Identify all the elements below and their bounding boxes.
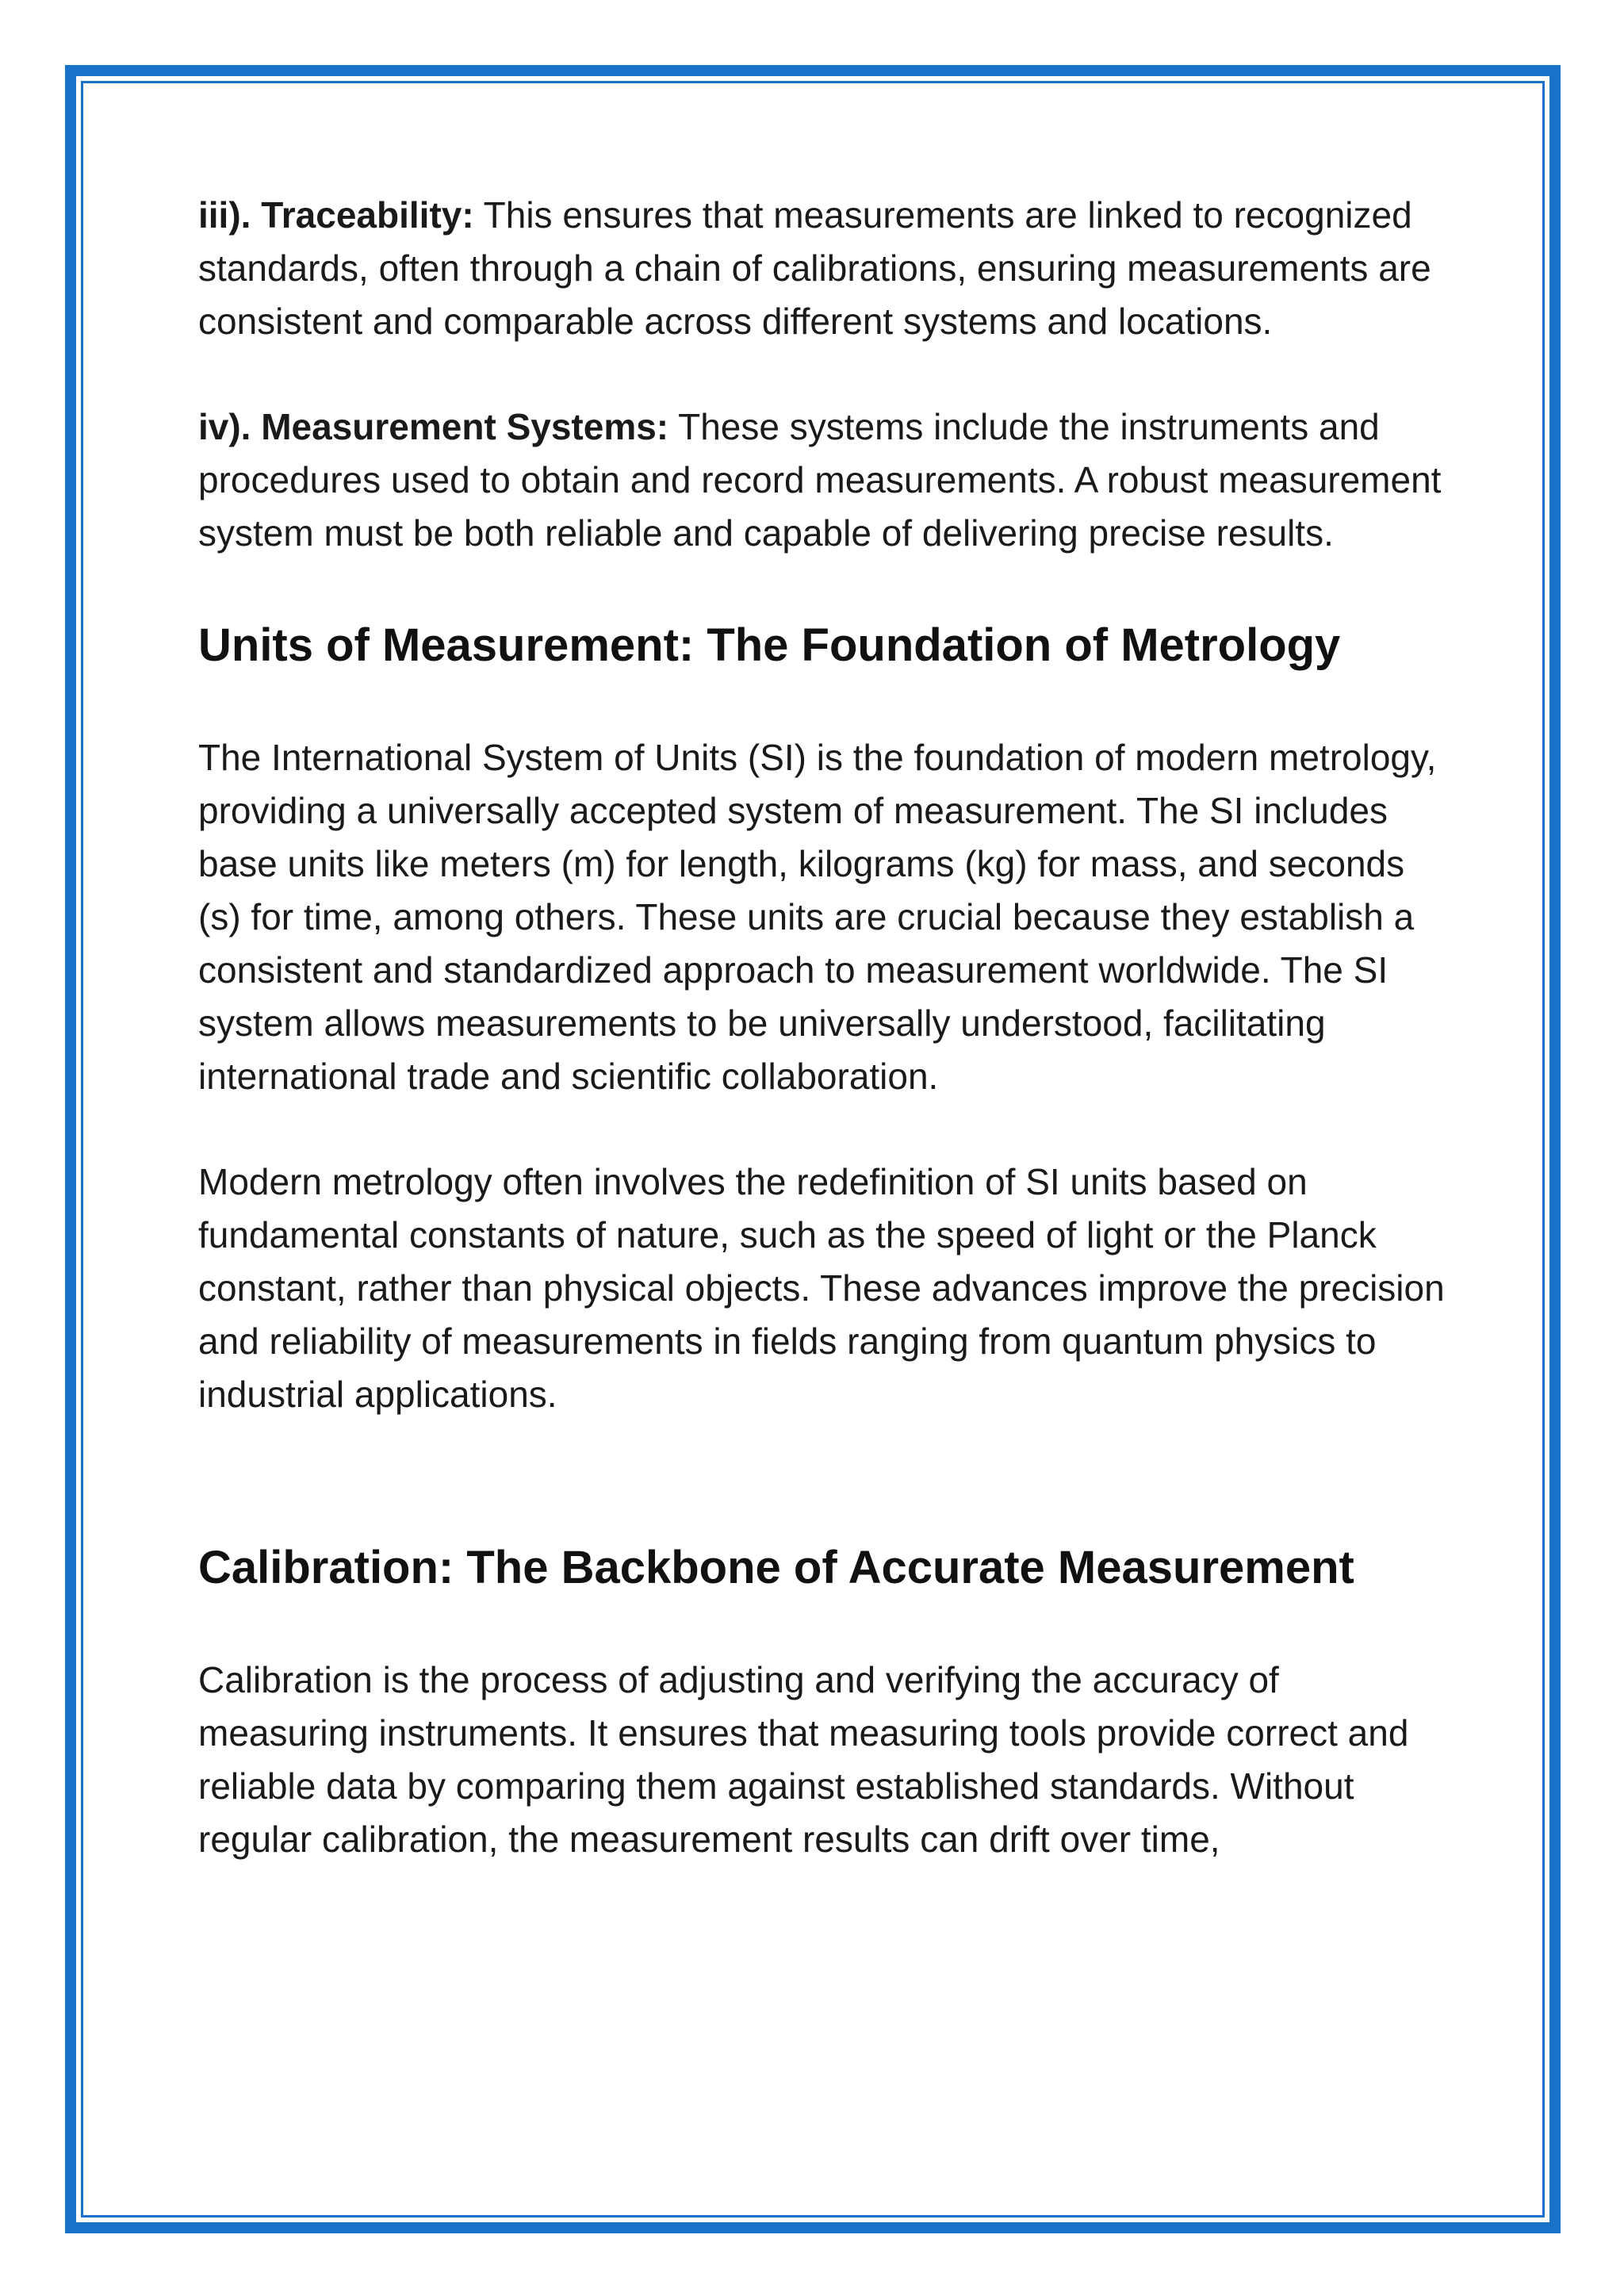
traceability-label: iii). Traceability: (198, 194, 474, 236)
page-content (198, 189, 1451, 1866)
units-paragraph-1: The International System of Units (SI) is the foundation of modern metrology, providing a universally accepted system of measurement. The SI includes base units like meters (m) for length, kilograms (kg) for mass, and seconds (s) for time, among others. These units are crucial because they establish a consistent and standardized approach to measurement worldwide. The SI system allows measurements to be universally understood, facilitating international trade and scientific collaboration. (198, 737, 1437, 1097)
units-paragraph-2: Modern metrology often involves the redefinition of SI units based on fundamental constants of nature, such as the speed of light or the Planck constant, rather than physical objects. These advances improve the precision and reliability of measurements in fields ranging from quantum physics to industrial applications. (198, 1161, 1445, 1415)
measurement-systems-paragraph (198, 401, 1451, 560)
calibration-paragraph-1: Calibration is the process of adjusting and verifying the accuracy of measuring instruments. It ensures that measuring tools provide correct and reliable data by comparing them against established standards. Without regular calibration, the measurement results can drift over time, (198, 1659, 1409, 1860)
measurement-systems-text: These systems include the instruments and procedures used to obtain and record measurements. A robust measurement system must be both reliable and capable of delivering precise results. (198, 406, 1442, 554)
calibration-heading: Calibration: The Backbone of Accurate Measurement (198, 1542, 1354, 1593)
units-heading: Units of Measurement: The Foundation of Metrology (198, 619, 1341, 671)
traceability-paragraph (198, 189, 1451, 348)
traceability-text: This ensures that measurements are linked to recognized standards, often through a chain of calibrations, ensuring measurements are consistent and comparable across different systems and locations. (198, 194, 1431, 342)
measurement-systems-label: iv). Measurement Systems: (198, 406, 669, 447)
